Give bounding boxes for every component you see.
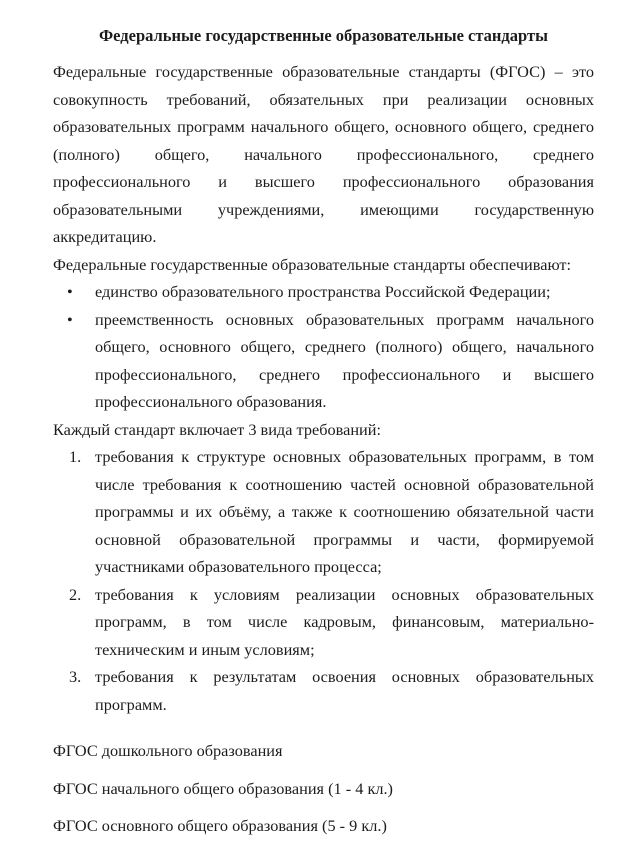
paragraph-requirements-intro: Каждый стандарт включает 3 вида требований: [53,419,381,439]
bullet-item [53,306,594,416]
numbered-item [53,581,594,664]
numbered-item [53,443,594,581]
numbered-item-text: требования к условиям реализации основных образовательных программ, в том числе кадровым, финансовым, материально-техническим и иным условиям; [95,584,594,659]
bullet-item [53,278,594,306]
fgos-level-preschool: ФГОС дошкольного образования [53,741,283,760]
document-title: Федеральные государственные образовательные стандарты [99,26,548,45]
paragraph-standards-provide: Федеральные государственные образовательные стандарты обеспечивают: [53,254,572,274]
numbered-item-marker: 2. [69,584,82,604]
fgos-level-basic: ФГОС основного общего образования (5 - 9 кл.) [53,816,387,835]
numbered-item [53,663,594,718]
numbered-item-text: требования к структуре основных образовательных программ, в том числе требования к соотношению частей основной образовательной программы и их объёму, а также к соотношению обязательной части основной образовательной программы и части, формируемой участниками образовательного процесса; [95,447,594,576]
bullet-text: единство образовательного пространства Российской Федерации; [95,282,551,301]
bullet-text: преемственность основных образовательных программ начального общего, основного общего, среднего (полного) общего, начального профессионального, среднего профессионального и высшего профессионального образования. [95,309,594,411]
bullet-marker: • [67,309,73,329]
bullet-list [53,278,594,416]
numbered-item-marker: 1. [69,447,82,466]
numbered-list [53,443,594,718]
numbered-item-marker: 3. [69,667,82,686]
fgos-levels-block [53,737,594,840]
bullet-marker: • [67,282,73,301]
fgos-level-primary: ФГОС начального общего образования (1 - 4 кл.) [53,778,393,798]
paragraph-fgos-definition: Федеральные государственные образовательные стандарты (ФГОС) – это совокупность требований, обязательных при реализации основных образовательных программ начального общего, основного общего, среднего (полного) общего, начального профессионального, среднего профессионального и высшего профессионального образования образовательными учреждениями, имеющими государственную аккредитацию. [53,62,594,246]
numbered-item-text: требования к результатам освоения основных образовательных программ. [95,667,594,714]
